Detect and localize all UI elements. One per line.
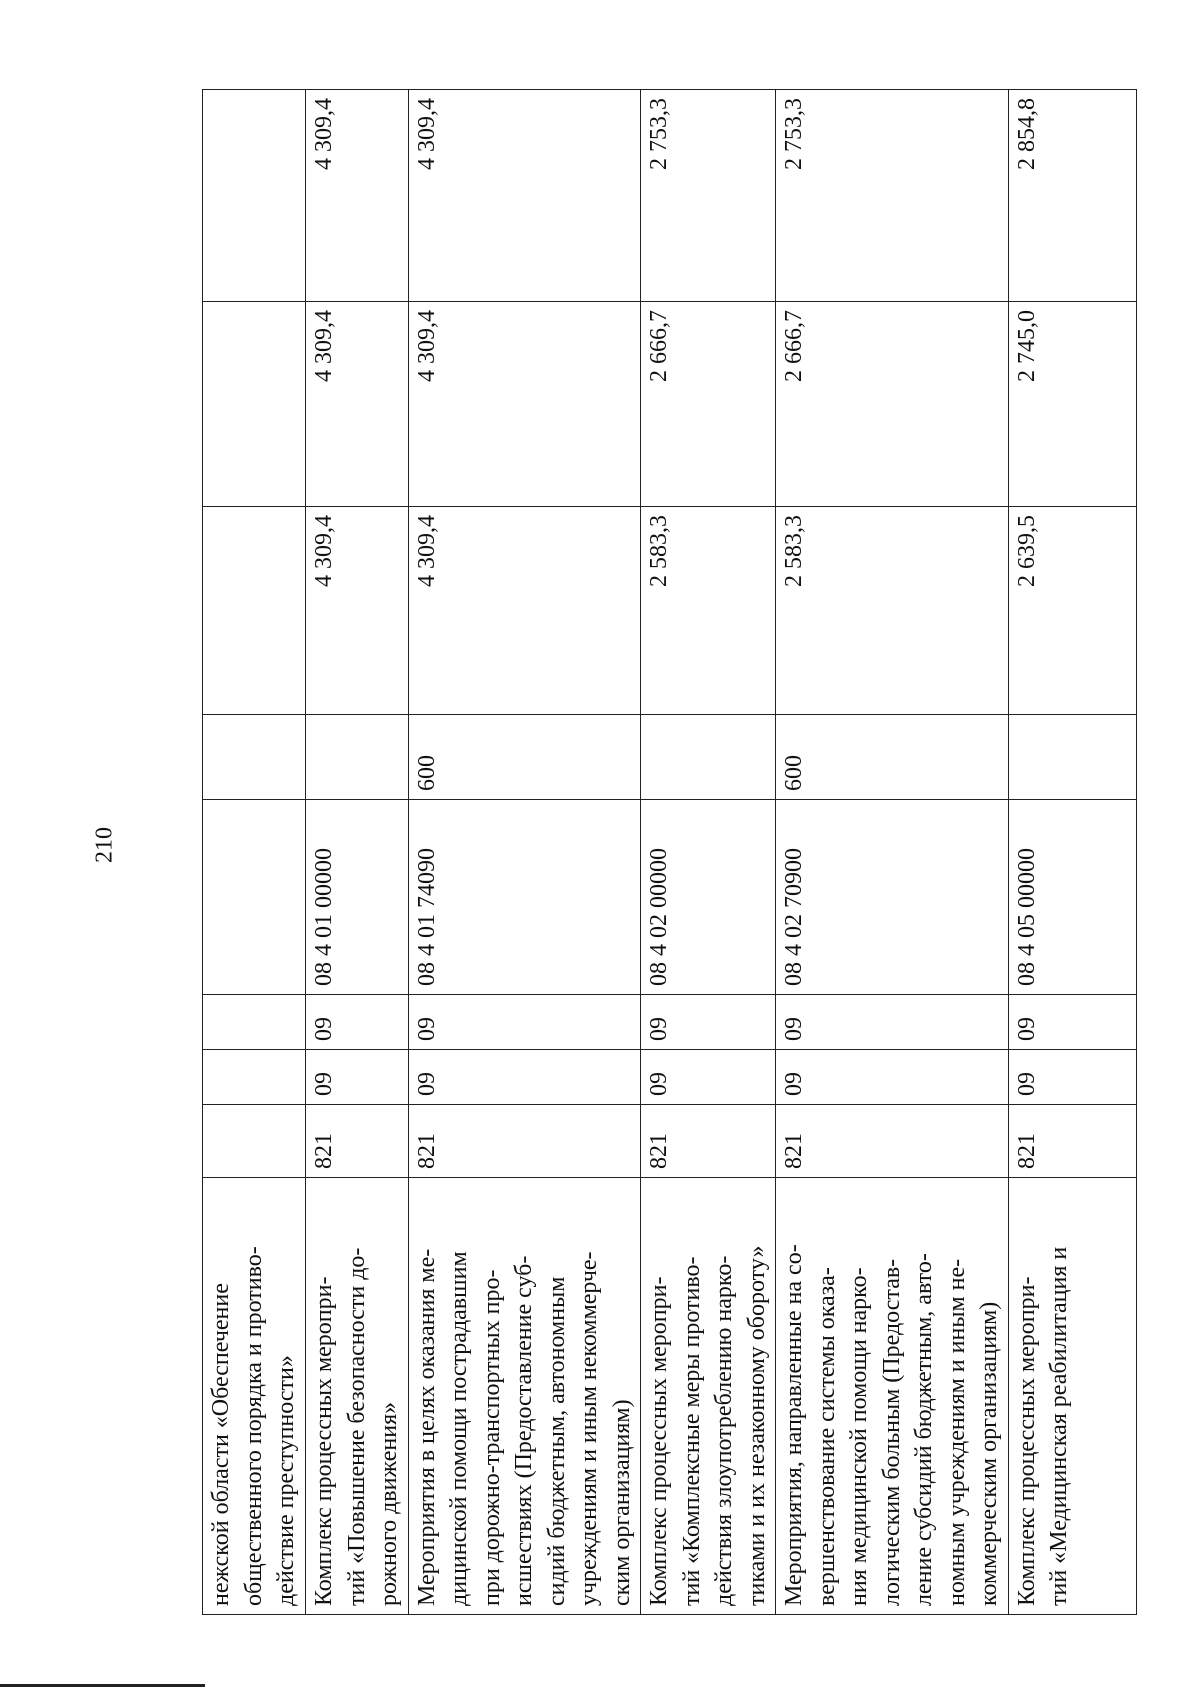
- page-number: 210: [91, 827, 118, 863]
- cell-amount-2: [203, 302, 306, 507]
- cell-rz: [203, 1050, 306, 1105]
- row-description: Комплекс процессных меропри- тий «Медицинская реабилитация и: [1008, 1178, 1136, 1615]
- cell-ved: 821: [641, 1105, 776, 1178]
- cell-pr: 09: [408, 995, 641, 1050]
- cell-rz: 09: [641, 1050, 776, 1105]
- cell-amount-1: 2 639,5: [1008, 507, 1136, 715]
- cell-amount-3: 4 309,4: [408, 90, 641, 302]
- row-description: Комплекс процессных меропри- тий «Комплексные меры противо- действия злоупотреблению нарко- тиками и их незаконному обороту»: [641, 1178, 776, 1615]
- cell-ved: 821: [408, 1105, 641, 1178]
- cell-vr: 600: [776, 715, 1009, 800]
- row-description: Мероприятия в целях оказания ме- дицинской помощи пострадавшим при дорожно-транспортных про- исшествиях (Предоставление суб- сидий бюджетным, автономным учреждениям и иным некоммерче- ским организациям): [408, 1178, 641, 1615]
- table-row: [641, 90, 776, 1615]
- cell-amount-3: [203, 90, 306, 302]
- rotated-table-container: [202, 90, 1097, 1615]
- cell-amount-1: [203, 507, 306, 715]
- cell-csr: 08 4 02 70900: [776, 800, 1009, 995]
- table-row: [1008, 90, 1136, 1615]
- cell-amount-3: 2 753,3: [776, 90, 1009, 302]
- cell-amount-1: 4 309,4: [408, 507, 641, 715]
- cell-csr: 08 4 02 00000: [641, 800, 776, 995]
- cell-vr: [641, 715, 776, 800]
- cell-csr: 08 4 01 74090: [408, 800, 641, 995]
- cell-ved: [203, 1105, 306, 1178]
- cell-amount-1: 4 309,4: [306, 507, 409, 715]
- cell-amount-2: 2 745,0: [1008, 302, 1136, 507]
- cell-ved: 821: [306, 1105, 409, 1178]
- cell-ved: 821: [776, 1105, 1009, 1178]
- cell-pr: [203, 995, 306, 1050]
- row-description: Мероприятия, направленные на со- вершенствование системы оказа- ния медицинской помощи нарко- логическим больным (Предостав- ление субсидий бюджетным, авто- номным учреждениям и иным не- коммерческим организациям): [776, 1178, 1009, 1615]
- cell-amount-1: 2 583,3: [641, 507, 776, 715]
- cell-amount-3: 2 753,3: [641, 90, 776, 302]
- cell-csr: 08 4 01 00000: [306, 800, 409, 995]
- table-row: [776, 90, 1009, 1615]
- cell-amount-2: 4 309,4: [408, 302, 641, 507]
- cell-pr: 09: [1008, 995, 1136, 1050]
- cell-pr: 09: [641, 995, 776, 1050]
- table-row: [306, 90, 409, 1615]
- cell-rz: 09: [408, 1050, 641, 1105]
- cell-pr: 09: [776, 995, 1009, 1050]
- cell-pr: 09: [306, 995, 409, 1050]
- cell-rz: 09: [776, 1050, 1009, 1105]
- cell-vr: [203, 715, 306, 800]
- cell-amount-3: 4 309,4: [306, 90, 409, 302]
- cell-amount-2: 2 666,7: [641, 302, 776, 507]
- scan-edge-rule: [0, 1684, 205, 1687]
- cell-ved: 821: [1008, 1105, 1136, 1178]
- budget-table: [202, 89, 1137, 1615]
- cell-csr: 08 4 05 00000: [1008, 800, 1136, 995]
- cell-vr: [1008, 715, 1136, 800]
- row-description: нежской области «Обеспечение общественного порядка и противо- действие преступности»: [203, 1178, 306, 1615]
- cell-vr: 600: [408, 715, 641, 800]
- table-row: [408, 90, 641, 1615]
- cell-rz: 09: [306, 1050, 409, 1105]
- cell-rz: 09: [1008, 1050, 1136, 1105]
- row-description: Комплекс процессных меропри- тий «Повышение безопасности до- рожного движения»: [306, 1178, 409, 1615]
- cell-vr: [306, 715, 409, 800]
- cell-amount-2: 4 309,4: [306, 302, 409, 507]
- cell-amount-3: 2 854,8: [1008, 90, 1136, 302]
- table-row: [203, 90, 306, 1615]
- cell-amount-2: 2 666,7: [776, 302, 1009, 507]
- cell-csr: [203, 800, 306, 995]
- cell-amount-1: 2 583,3: [776, 507, 1009, 715]
